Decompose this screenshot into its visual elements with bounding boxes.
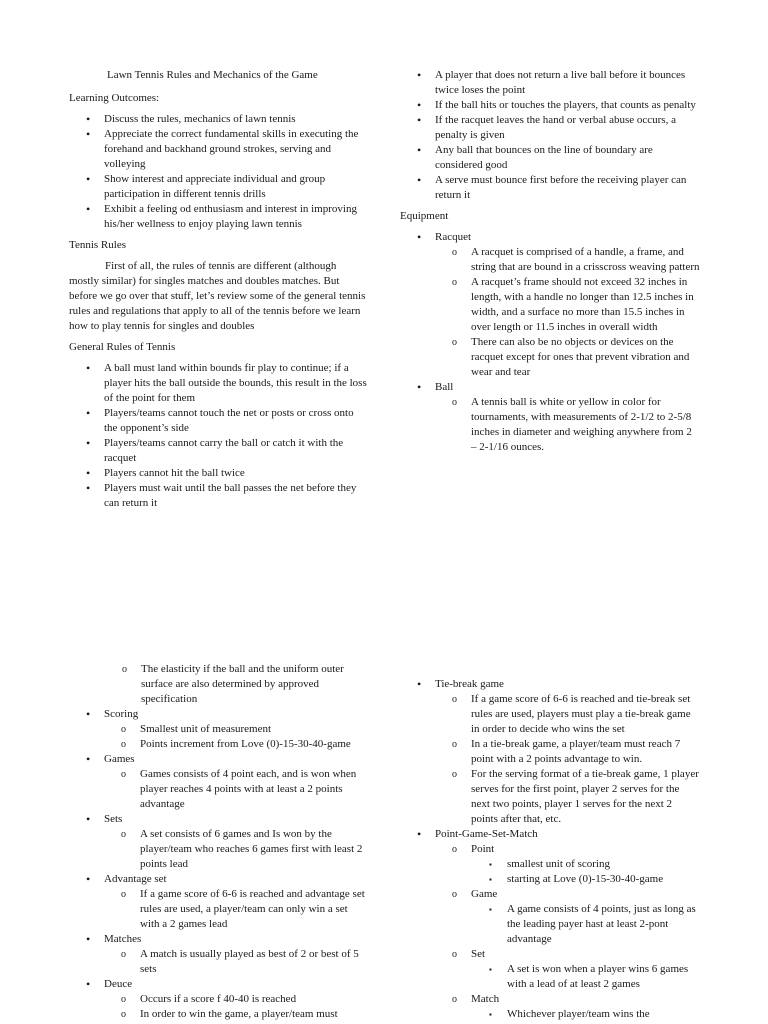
- list-item-sets: [69, 812, 369, 872]
- circle-bullet-icon: o: [121, 739, 126, 750]
- pgsm-label: Point-Game-Set-Match: [435, 828, 538, 840]
- circle-bullet-icon: o: [122, 664, 127, 675]
- top-left-column: [69, 68, 369, 517]
- racquet-sublist: [435, 245, 700, 380]
- sub-list-item: [104, 722, 369, 737]
- list-item-point-game-set-match: [400, 827, 700, 1022]
- list-item: • Any ball that bounces on the line of boundary are considered good: [400, 143, 700, 173]
- list-item-ball: [400, 380, 700, 455]
- sub-sub-list-item: [471, 902, 700, 947]
- sub-item-text: Points increment from Love (0)-15-30-40-game: [140, 738, 351, 750]
- list-item-racquet: [400, 230, 700, 380]
- general-rules-list: [69, 361, 369, 511]
- square-bullet-icon: ▪: [489, 1010, 492, 1019]
- sub-list-item-match: [435, 992, 700, 1022]
- bottom-right-column: [400, 677, 700, 1024]
- sub-item-text: There can also be no objects or devices on the racquet except for ones that prevent vibration and wear and tear: [471, 336, 690, 378]
- sub-list-item: [105, 662, 369, 707]
- equipment-list: [400, 230, 700, 455]
- sub-list-item: [104, 947, 369, 977]
- circle-bullet-icon: o: [121, 949, 126, 960]
- sub-item-text: A tennis ball is white or yellow in color for tournaments, with measurements of 2-1/2 to 2-5/8 inches in diameter and weighing anywhere from 2 – 2-1/16 ounces.: [471, 396, 692, 453]
- page-title: Lawn Tennis Rules and Mechanics of the Game: [107, 69, 318, 81]
- tiebreak-label: Tie-break game: [435, 678, 504, 690]
- list-item: • Appreciate the correct fundamental skills in executing the forehand and backhand ground strokes, serving and volleying: [69, 127, 369, 172]
- sub-item-text: If a game score of 6-6 is reached and advantage set rules are used, a player/team can only win a set with a 2 games lead: [140, 888, 365, 930]
- match-label: Match: [471, 993, 500, 1005]
- sub-list-item: [435, 335, 700, 380]
- list-item: • Show interest and appreciate individual and group participation in different tennis drills: [69, 172, 369, 202]
- bottom-left-column: [69, 662, 369, 1024]
- square-bullet-icon: ▪: [489, 965, 492, 974]
- sub-list-item-set: [435, 947, 700, 992]
- square-bullet-icon: ▪: [489, 875, 492, 884]
- set-label: Set: [471, 948, 486, 960]
- list-item: • Discuss the rules, mechanics of lawn tennis: [69, 112, 369, 127]
- circle-bullet-icon: o: [452, 337, 457, 348]
- sub-sub-item-text: Whichever player/team wins the: [507, 1008, 650, 1020]
- sub-list-item-game: [435, 887, 700, 947]
- circle-bullet-icon: o: [452, 247, 457, 258]
- list-item-matches: [69, 932, 369, 977]
- advantage-set-label: Advantage set: [104, 873, 167, 885]
- sub-item-text: A racquet is comprised of a handle, a frame, and string that are bound in a crisscross weaving pattern: [471, 246, 700, 273]
- circle-bullet-icon: o: [121, 1009, 126, 1020]
- list-item: • Players/teams cannot touch the net or posts or cross onto the opponent’s side: [69, 406, 369, 436]
- sub-list-item-point: [435, 842, 700, 887]
- scoring-label: Scoring: [104, 708, 139, 720]
- ball-label: Ball: [435, 381, 454, 393]
- tiebreak-list: [400, 677, 700, 1022]
- list-item: • If the ball hits or touches the players, that counts as penalty: [400, 98, 700, 113]
- sub-list-item: [435, 245, 700, 275]
- list-item: • If the racquet leaves the hand or verbal abuse occurs, a penalty is given: [400, 113, 700, 143]
- circle-bullet-icon: o: [121, 769, 126, 780]
- circle-bullet-icon: o: [452, 739, 457, 750]
- sub-list-item: [104, 887, 369, 932]
- square-bullet-icon: ▪: [489, 860, 492, 869]
- sub-sub-item-text: smallest unit of scoring: [507, 858, 610, 870]
- sub-sub-item-text: A game consists of 4 points, just as long as the leading payer hast at least 2-pont advantage: [507, 903, 696, 945]
- sub-item-text: In a tie-break game, a player/team must reach 7 point with a 2 points advantage to win.: [471, 738, 681, 765]
- list-item-tiebreak: [400, 677, 700, 827]
- top-right-column: [400, 68, 700, 461]
- ball-continued: [69, 662, 369, 707]
- list-item-scoring: [69, 707, 369, 752]
- sub-list-item: [435, 737, 700, 767]
- sub-sub-list-item: [471, 872, 700, 887]
- list-item-deuce: [69, 977, 369, 1022]
- games-label: Games: [104, 753, 135, 765]
- sub-item-text: For the serving format of a tie-break game, 1 player serves for the first point, player 2 serves for the next two points, player 1 serves for the next 2 points after that, etc.: [471, 768, 699, 825]
- racquet-label: Racquet: [435, 231, 472, 243]
- general-rules-heading: General Rules of Tennis: [69, 341, 176, 353]
- sub-item-text: The elasticity if the ball and the uniform outer surface are also determined by approved specification: [141, 663, 344, 705]
- circle-bullet-icon: o: [452, 769, 457, 780]
- circle-bullet-icon: o: [452, 694, 457, 705]
- sub-list-item: [104, 827, 369, 872]
- sub-list-item: [435, 395, 700, 455]
- sub-item-text: A match is usually played as best of 2 or best of 5 sets: [140, 948, 359, 975]
- sub-sub-list-item: [471, 857, 700, 872]
- sub-sub-list-item: [471, 1007, 700, 1022]
- list-item: • Players cannot hit the ball twice: [69, 466, 369, 481]
- sets-label: Sets: [104, 813, 123, 825]
- sub-sub-item-text: starting at Love (0)-15-30-40-game: [507, 873, 664, 885]
- sub-item-text: A set consists of 6 games and Is won by the player/team who reaches 6 games first with least 2 points lead: [140, 828, 363, 870]
- list-item: • Players/teams cannot carry the ball or catch it with the racquet: [69, 436, 369, 466]
- sub-item-text: If a game score of 6-6 is reached and tie-break set rules are used, players must play a tie-break game in order to decide who wins the set: [471, 693, 691, 735]
- rules-paragraph: First of all, the rules of tennis are different (although mostly similar) for singles matches and doubles matches. But before we go over that stuff, let’s review some of the general tennis rules and regulations that apply to all of the tennis before we learn how to play tennis for singles and doubles: [69, 260, 366, 332]
- scoring-list: [69, 707, 369, 1022]
- sub-item-text: A racquet’s frame should not exceed 32 inches in length, with a handle no longer than 12.5 inches in width, and a surface no more than 15.5 inches in over length or 11.5 inches in overall width: [471, 276, 694, 333]
- list-item: • Players must wait until the ball passes the net before they can return it: [69, 481, 369, 511]
- list-item-games: [69, 752, 369, 812]
- sub-list-item: [104, 737, 369, 752]
- sub-list-item: [104, 767, 369, 812]
- sub-item-text: Smallest unit of measurement: [140, 723, 272, 735]
- sub-sub-item-text: A set is won when a player wins 6 games with a lead of at least 2 games: [507, 963, 689, 990]
- game-label: Game: [471, 888, 498, 900]
- sub-list-item: [435, 767, 700, 827]
- equipment-heading: Equipment: [400, 210, 449, 222]
- circle-bullet-icon: o: [121, 889, 126, 900]
- list-item: • A ball must land within bounds fir play to continue; if a player hits the ball outside the bounds, this result in the loss of the point for them: [69, 361, 369, 406]
- sub-list-item: [104, 1007, 369, 1022]
- sub-item-text: In order to win the game, a player/team must: [140, 1008, 338, 1020]
- learning-outcomes-heading: Learning Outcomes:: [69, 92, 160, 104]
- circle-bullet-icon: o: [452, 844, 457, 855]
- outcomes-list: [69, 112, 369, 232]
- matches-label: Matches: [104, 933, 142, 945]
- sub-list-item: [435, 275, 700, 335]
- circle-bullet-icon: o: [121, 724, 126, 735]
- deuce-label: Deuce: [104, 978, 133, 990]
- point-label: Point: [471, 843, 495, 855]
- general-rules-continued-list: [400, 68, 700, 203]
- circle-bullet-icon: o: [452, 889, 457, 900]
- list-item: • A serve must bounce first before the receiving player can return it: [400, 173, 700, 203]
- sub-item-text: Occurs if a score f 40-40 is reached: [140, 993, 297, 1005]
- circle-bullet-icon: o: [452, 277, 457, 288]
- ball-sublist: [435, 395, 700, 455]
- list-item: • Exhibit a feeling od enthusiasm and interest in improving his/her wellness to enjoy playing lawn tennis: [69, 202, 369, 232]
- sub-sub-list-item: [471, 962, 700, 992]
- sub-list-item: [104, 992, 369, 1007]
- sub-list-item: [435, 692, 700, 737]
- circle-bullet-icon: o: [452, 397, 457, 408]
- circle-bullet-icon: o: [121, 829, 126, 840]
- list-item: • A player that does not return a live ball before it bounces twice loses the point: [400, 68, 700, 98]
- sub-item-text: Games consists of 4 point each, and is won when player reaches 4 points with at least a 2 points advantage: [140, 768, 357, 810]
- square-bullet-icon: ▪: [489, 905, 492, 914]
- circle-bullet-icon: o: [452, 949, 457, 960]
- circle-bullet-icon: o: [121, 994, 126, 1005]
- circle-bullet-icon: o: [452, 994, 457, 1005]
- tennis-rules-heading: Tennis Rules: [69, 239, 126, 251]
- list-item-advantage-set: [69, 872, 369, 932]
